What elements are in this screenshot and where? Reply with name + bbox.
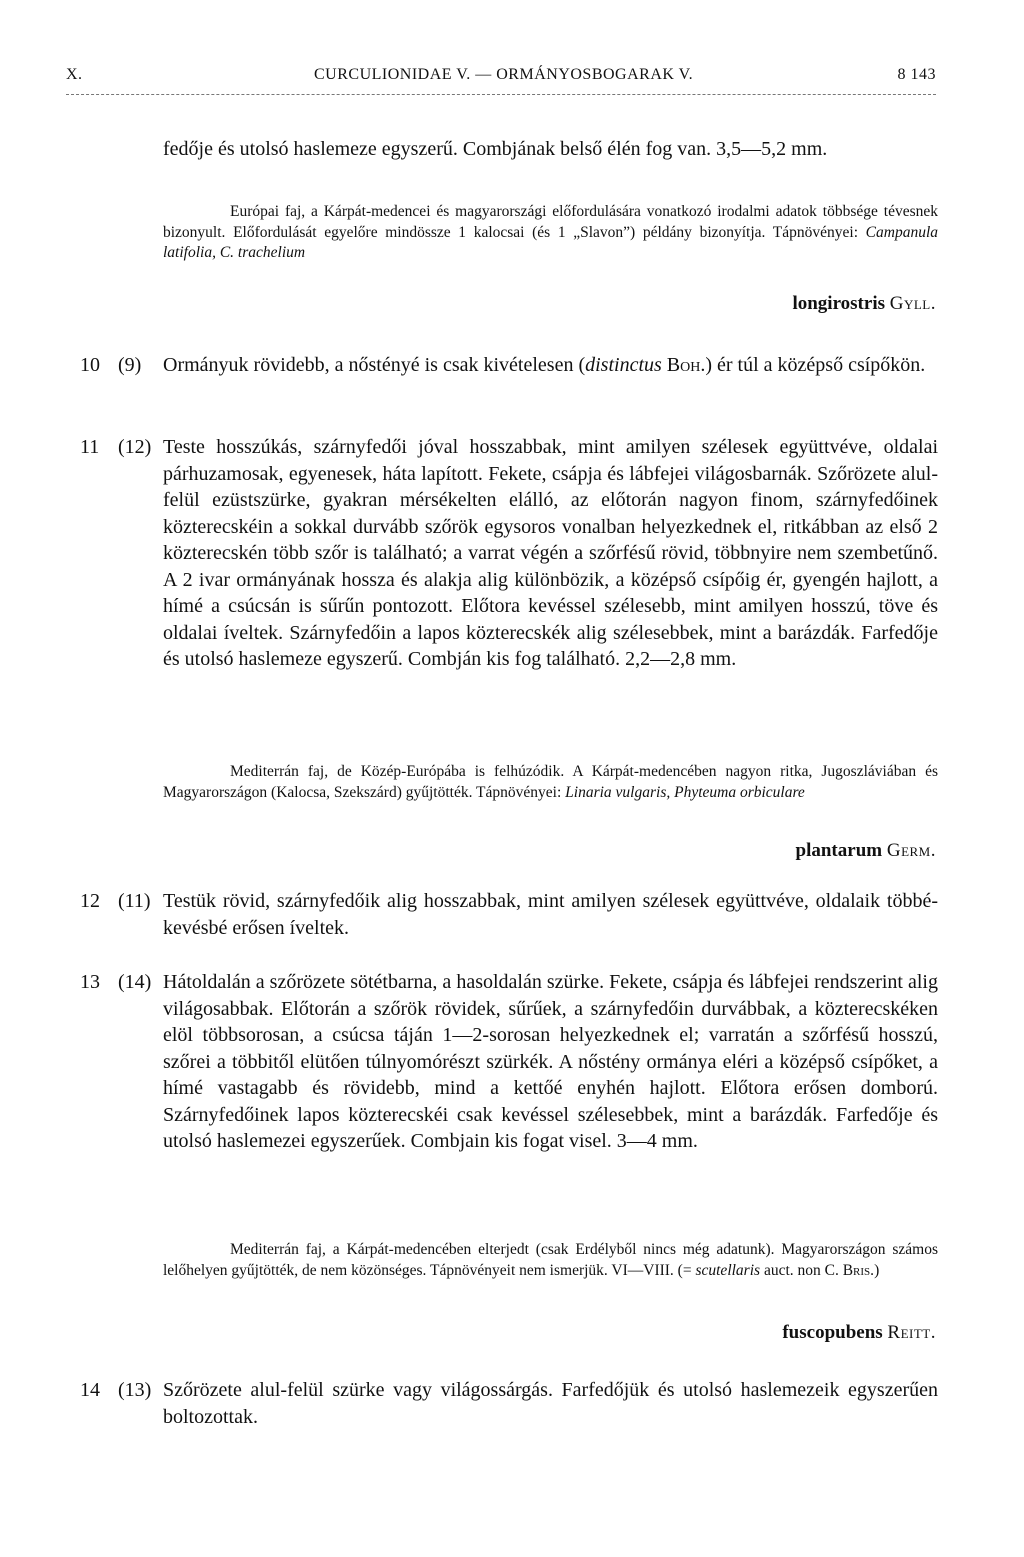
couplet-number: 10 <box>80 354 100 376</box>
couplet-11-text: Teste hosszúkás, szárnyfedői jóval hosszabbak, mint amilyen szélesek együttvéve, oldalai párhuzamosak, egyenesek, háta lapított. Fekete, csápja és lábfejei világosbarnák. Szőrözete alul-felül ezüstszürke, gyakran mérsékelten elálló, az előtorán nagyon finom, szárnyfedőinek közterecskéin a sokkal durvább szőrök egysoros vonalban helyezkednek el, ritkábban az első 2 közterecskén több szőr is található; a varrat végén a szőrfésű rövid, többnyire nem szembetűnő. A 2 ivar ormányának hossza és alakja alig különbözik, a középső csípőig ér, gyengén hajlott, a hímé a csúcsán is sűrűn pontozott. Előtora kevéssel szélesebb, mint amilyen hosszú, töve és oldalai íveltek. Szárnyfedőin a lapos közterecskék alig szélesebbek, mint a barázdák. Farfedője és utolsó haslemeze egyszerű. Combján kis fog található. 2,2—2,8 mm. <box>163 436 938 670</box>
species-name-fuscopubens <box>782 1322 936 1344</box>
couplet-number: 13 <box>80 971 100 993</box>
intro-note-plants: Campanula latifolia, C. trachelium <box>163 223 938 261</box>
species-name: longirostris <box>792 293 885 314</box>
couplet-13-text: Hátoldalán a szőrözete sötétbarna, a hasoldalán szürke. Fekete, csápja és lábfejei rendszerint alig világosabbak. Előtorán a szőrök rövidek, sűrűek, a szárnyfedőin durvábbak, a közterecskéken elöl többsorosan, a csúcsa táján 1—2-sorosan helyezkednek el; varratán a szőrfésű hosszú, szőrei a többitől elütően túlnyomórészt szürkék. A nőstény ormánya eléri a középső csípőket, a hímé vastagabb és rövidebb, mind a kettőé enyhén hajlott. Előtora erősen domború. Szárnyfedőinek lapos közterecskéi csak kevéssel szélesebbek, mint a barázdák. Farfedője és utolsó haslemezei egyszerűek. Combjain kis fogat visel. 3—4 mm. <box>163 971 938 1152</box>
couplet-11-note <box>163 762 938 803</box>
couplet-text: Ormányuk rövidebb, a nőstényé is csak kivételesen ( <box>163 354 586 376</box>
couplet-10-text <box>163 352 938 379</box>
species-name-longirostris <box>792 293 936 315</box>
note-plants: Linaria vulgaris, Phyteuma orbiculare <box>565 783 805 801</box>
synonym-name: scutellaris <box>695 1261 761 1279</box>
note-text: Mediterrán faj, de Közép-Európába is felhúzódik. A Kárpát-medencében nagyon ritka, Jugoszláviában és Magyarországon (Kalocsa, Szekszárd) gyűjtötték. Tápnövényei: <box>163 763 938 801</box>
couplet-12-text: Testük rövid, szárnyfedőik alig hosszabbak, mint amilyen szélesek együttvéve, oldalaik többé-kevésbé erősen íveltek. <box>163 890 938 939</box>
species-author: Reitt. <box>887 1322 936 1343</box>
header-divider <box>66 94 936 95</box>
couplet-reference: (9) <box>118 354 142 376</box>
couplet-text-end: ) ér túl a középső csípőkön. <box>705 354 926 376</box>
species-author: Germ. <box>886 840 936 861</box>
page-number: 8 143 <box>897 66 936 83</box>
couplet-number: 12 <box>80 890 100 912</box>
taxon-name: distinctus <box>585 354 662 376</box>
intro-note <box>163 202 938 264</box>
species-name-plantarum <box>796 840 936 862</box>
couplet-reference: (13) <box>118 1379 152 1401</box>
couplet-reference: (12) <box>118 436 152 458</box>
header-title: CURCULIONIDAE V. — ORMÁNYOSBOGARAK V. <box>314 66 694 83</box>
couplet-number: 14 <box>80 1379 100 1401</box>
species-author: Gyll. <box>889 293 936 314</box>
running-header <box>66 66 936 92</box>
taxon-author: Boh. <box>661 354 706 376</box>
chapter-number: X. <box>66 66 83 83</box>
intro-note-text: Európai faj, a Kárpát-medencei és magyarországi előfordulására vonatkozó irodalmi adatok többsége tévesnek bizonyult. Előfordulását egyelőre mindössze 1 kalocsai (és 1 „Slavon”) példány bizonyítja. Tápnövényei: <box>163 203 938 241</box>
couplet-13-note <box>163 1240 938 1281</box>
couplet-reference: (11) <box>118 890 151 912</box>
note-text-end: ) <box>874 1261 880 1279</box>
species-name: fuscopubens <box>782 1322 883 1343</box>
couplet-reference: (14) <box>118 971 152 993</box>
intro-paragraph: fedője és utolsó haslemeze egyszerű. Combjának belső élén fog van. 3,5—5,2 mm. <box>163 138 828 160</box>
species-name: plantarum <box>795 840 883 861</box>
note-text-mid: auct. non C. <box>760 1261 843 1279</box>
couplet-14-text: Szőrözete alul-felül szürke vagy világossárgás. Farfedőjük és utolsó haslemezeik egyszerűen boltozottak. <box>163 1379 938 1428</box>
synonym-author: Bris. <box>842 1261 875 1279</box>
couplet-number: 11 <box>80 436 100 458</box>
note-text: Mediterrán faj, a Kárpát-medencében elterjedt (csak Erdélyből nincs még adatunk). Magyarországon számos lelőhelyen gyűjtötték, de nem közönséges. Tápnövényeit nem ismerjük. VI—VIII. (= <box>163 1241 938 1279</box>
